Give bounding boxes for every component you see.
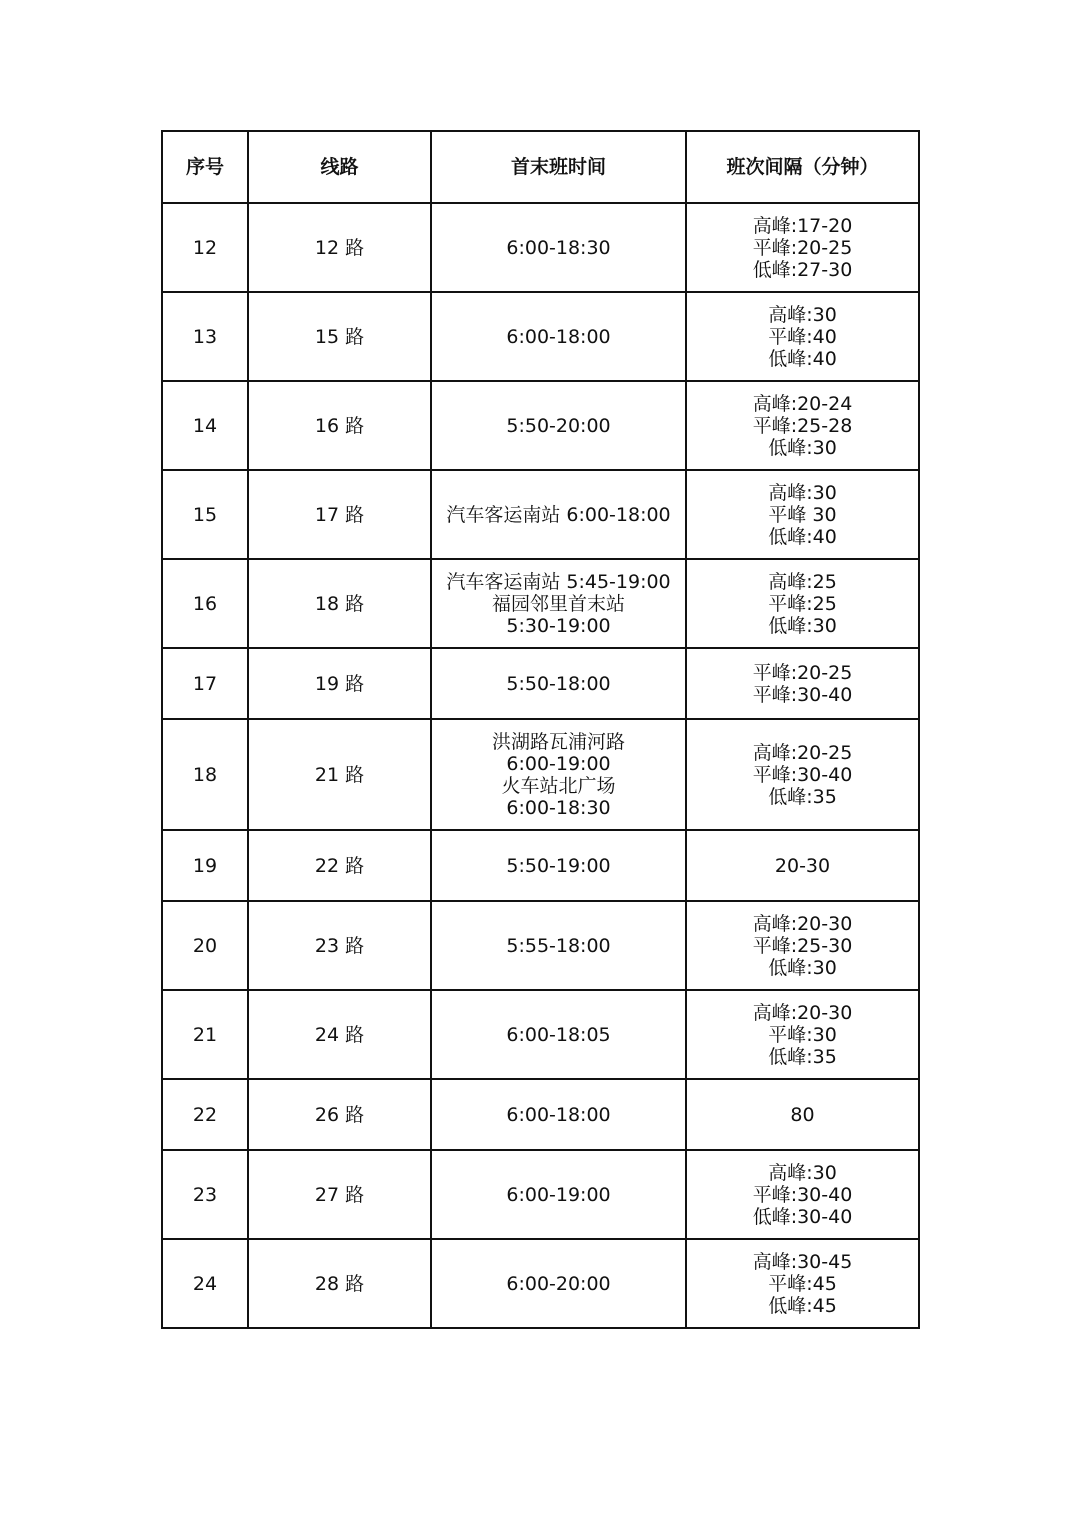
header-route: 线路 [248,131,431,203]
cell-interval-line: 平峰:30-40 [752,1183,853,1206]
cell-interval [686,381,919,470]
cell-interval-line: 高峰:30-45 [752,1250,853,1273]
cell-interval-line: 平峰:25-28 [752,414,853,437]
cell-interval [686,470,919,559]
cell-interval-line: 高峰:30 [768,303,837,326]
cell-interval-line: 低峰:30 [768,956,837,979]
table-row [162,292,919,381]
cell-interval [686,203,919,292]
header-first-last-time: 首末班时间 [431,131,686,203]
table-row [162,648,919,719]
cell-index: 17 [162,648,248,719]
cell-index: 22 [162,1079,248,1150]
cell-interval-line: 低峰:30 [768,436,837,459]
table-row [162,990,919,1079]
cell-route: 24 路 [248,990,431,1079]
cell-route: 16 路 [248,381,431,470]
cell-interval-line: 高峰:20-30 [752,912,853,935]
cell-interval-line: 平峰:30-40 [752,683,853,706]
cell-interval-line: 平峰 30 [768,503,837,526]
cell-interval [686,1239,919,1328]
cell-interval-line: 低峰:27-30 [752,258,853,281]
cell-interval [686,901,919,990]
cell-times-line: 汽车客运南站 6:00-18:00 [446,503,671,526]
cell-index: 19 [162,830,248,901]
cell-times [431,203,686,292]
cell-interval [686,1150,919,1239]
cell-route: 26 路 [248,1079,431,1150]
cell-interval-line: 平峰:20-25 [752,236,853,259]
cell-route: 23 路 [248,901,431,990]
table-row [162,381,919,470]
cell-interval [686,990,919,1079]
cell-route: 17 路 [248,470,431,559]
cell-interval [686,1079,919,1150]
cell-route: 22 路 [248,830,431,901]
cell-index: 12 [162,203,248,292]
cell-index: 20 [162,901,248,990]
cell-times-line: 福园邻里首末站 [491,592,625,615]
cell-interval [686,719,919,830]
cell-interval-line: 低峰:35 [768,1045,837,1068]
cell-times-line: 5:30-19:00 [506,614,611,637]
cell-interval-line: 高峰:20-25 [752,741,853,764]
cell-route: 15 路 [248,292,431,381]
cell-interval-line: 高峰:17-20 [752,214,853,237]
cell-index: 13 [162,292,248,381]
cell-times-line: 6:00-20:00 [506,1272,611,1295]
cell-times-line: 6:00-18:30 [506,796,611,819]
table-row [162,1150,919,1239]
header-row [162,131,919,203]
cell-times [431,901,686,990]
table-row [162,719,919,830]
cell-times [431,470,686,559]
cell-times [431,648,686,719]
cell-times [431,292,686,381]
cell-interval-line: 平峰:25 [768,592,837,615]
cell-interval-line: 低峰:30 [768,614,837,637]
table-row [162,901,919,990]
cell-times-line: 5:55-18:00 [506,934,611,957]
cell-index: 15 [162,470,248,559]
cell-interval-line: 高峰:20-30 [752,1001,853,1024]
cell-interval-line: 低峰:40 [768,347,837,370]
cell-interval [686,830,919,901]
table-row [162,1239,919,1328]
cell-times [431,381,686,470]
cell-interval-line: 低峰:45 [768,1294,837,1317]
cell-times-line: 火车站北广场 [501,774,616,797]
cell-times-line: 6:00-18:00 [506,325,611,348]
cell-times [431,1079,686,1150]
cell-interval-line: 高峰:30 [768,481,837,504]
cell-times [431,719,686,830]
cell-interval-line: 平峰:25-30 [752,934,853,957]
cell-times-line: 5:50-19:00 [506,854,611,877]
cell-interval-line: 平峰:40 [768,325,837,348]
cell-times-line: 6:00-18:05 [506,1023,611,1046]
cell-interval [686,648,919,719]
cell-interval-line: 80 [790,1103,815,1126]
cell-interval-line: 低峰:30-40 [752,1205,853,1228]
cell-route: 12 路 [248,203,431,292]
cell-interval-line: 平峰:45 [768,1272,837,1295]
cell-times [431,559,686,648]
table-row [162,830,919,901]
cell-times-line: 5:50-20:00 [506,414,611,437]
table-row [162,559,919,648]
cell-times [431,830,686,901]
cell-index: 24 [162,1239,248,1328]
cell-index: 16 [162,559,248,648]
cell-times-line: 6:00-19:00 [506,752,611,775]
cell-interval-line: 低峰:40 [768,525,837,548]
cell-times-line: 6:00-18:00 [506,1103,611,1126]
cell-route: 19 路 [248,648,431,719]
cell-index: 23 [162,1150,248,1239]
cell-route: 18 路 [248,559,431,648]
cell-times [431,1239,686,1328]
cell-interval [686,559,919,648]
cell-index: 18 [162,719,248,830]
cell-times-line: 洪湖路瓦浦河路 [491,730,625,753]
cell-index: 21 [162,990,248,1079]
cell-interval-line: 20-30 [774,854,831,877]
cell-interval-line: 平峰:30 [768,1023,837,1046]
cell-times-line: 汽车客运南站 5:45-19:00 [446,570,671,593]
cell-route: 21 路 [248,719,431,830]
cell-interval-line: 低峰:35 [768,785,837,808]
cell-interval-line: 高峰:30 [768,1161,837,1184]
cell-index: 14 [162,381,248,470]
table-row [162,470,919,559]
header-index: 序号 [162,131,248,203]
cell-route: 28 路 [248,1239,431,1328]
cell-interval-line: 平峰:20-25 [752,661,853,684]
cell-route: 27 路 [248,1150,431,1239]
cell-times-line: 6:00-19:00 [506,1183,611,1206]
cell-times-line: 5:50-18:00 [506,672,611,695]
cell-times-line: 6:00-18:30 [506,236,611,259]
table-row [162,203,919,292]
cell-interval-line: 高峰:25 [768,570,837,593]
cell-interval [686,292,919,381]
table-row [162,1079,919,1150]
cell-interval-line: 高峰:20-24 [752,392,853,415]
cell-times [431,990,686,1079]
header-interval: 班次间隔（分钟） [686,131,919,203]
cell-times [431,1150,686,1239]
cell-interval-line: 平峰:30-40 [752,763,853,786]
bus-schedule-table [161,130,920,1329]
